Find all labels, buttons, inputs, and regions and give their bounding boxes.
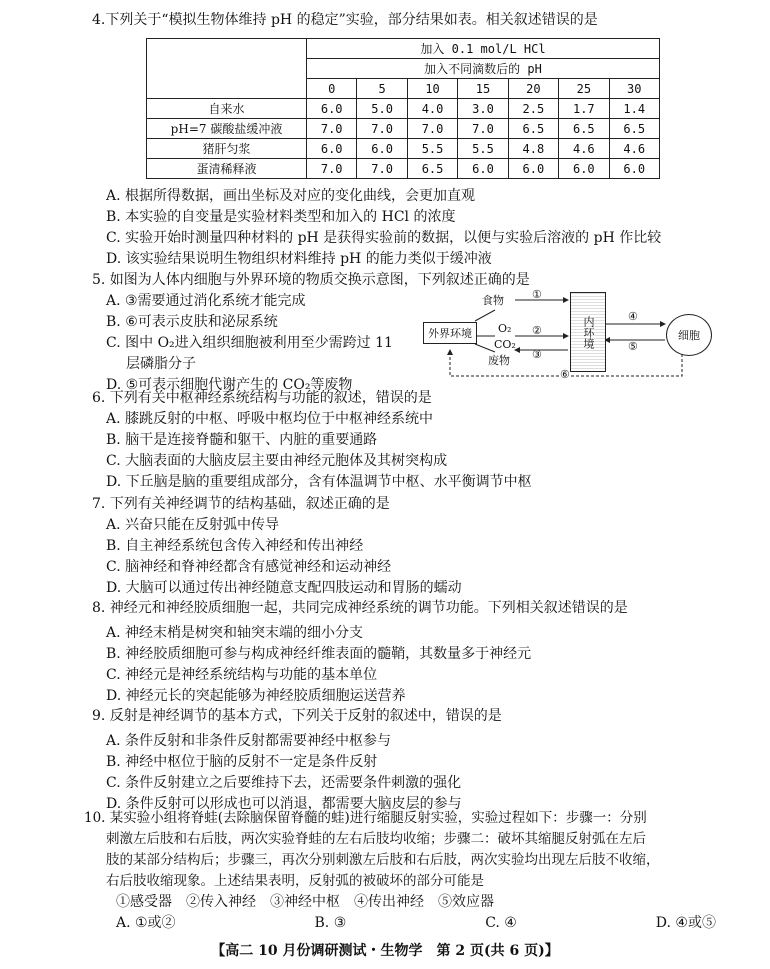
ph-value: 4.8 [508,139,558,159]
option-c-cont: 层磷脂分子 [126,356,196,372]
ph-value: 6.0 [609,159,659,179]
table-row [147,119,660,139]
ph-value: 7.0 [407,119,457,139]
table-row [147,159,660,179]
ph-value: 6.0 [508,159,558,179]
label-num-3: ③ [532,348,542,361]
label-waste: 废物 [488,354,510,367]
option-c: C. 脑神经和脊神经都含有感觉神经和运动神经 [106,559,392,575]
table-row [147,99,660,119]
ph-value: 6.5 [407,159,457,179]
material-name: pH=7 碳酸盐缓冲液 [147,119,307,139]
question-stem: 8. 神经元和神经胶质细胞一起，共同完成神经系统的调节功能。下列相关叙述错误的是 [92,600,628,616]
ph-value: 1.4 [609,99,659,119]
option-b: B. ③ [314,915,347,931]
option-b: B. 脑干是连接脊髓和躯干、内脏的重要通路 [106,432,378,448]
answer-choices [84,913,716,934]
ph-value: 5.5 [407,139,457,159]
question-stem: 9. 反射是神经调节的基本方式，下列关于反射的叙述中，错误的是 [92,708,502,724]
label-o2: O₂ [498,322,512,335]
material-name: 自来水 [147,99,307,119]
drop-count: 20 [508,79,558,99]
question-8 [92,598,732,707]
cell-circle: 细胞 [666,314,712,356]
option-a: A. ①或② [116,915,176,931]
material-name: 猪肝匀浆 [147,139,307,159]
ph-value: 6.0 [307,139,357,159]
option-a: A. 神经末梢是树突和轴突末端的细小分支 [106,625,364,641]
option-c: C. 大脑表面的大脑皮层主要由神经元胞体及其树突构成 [106,453,448,469]
material-name: 蛋清稀释液 [147,159,307,179]
table-header-hcl: 加入 0.1 mol/L HCl [307,39,660,59]
ph-value: 2.5 [508,99,558,119]
option-d: D. 大脑可以通过传出神经随意支配四肢运动和胃肠的蠕动 [106,580,462,596]
ph-value: 4.6 [609,139,659,159]
ph-value: 4.6 [559,139,609,159]
ph-value: 6.0 [357,139,407,159]
table-row [147,139,660,159]
question-stem-line: 右后肢收缩现象。上述结果表明，反射弧的被破坏的部分可能是 [106,873,484,889]
label-co2: CO₂ [494,338,516,351]
option-b: B. 神经胶质细胞可参与构成神经纤维表面的髓鞘，其数量多于神经元 [106,646,532,662]
option-d: D. 条件反射可以形成也可以消退，都需要大脑皮层的参与 [106,796,462,812]
question-stem-line: 10. 某实验小组将脊蛙(去除脑保留脊髓的蛙)进行缩腿反射实验，实验过程如下：步骤一：分别 [84,810,647,826]
question-6 [92,388,732,493]
ph-value: 6.0 [307,99,357,119]
ph-value: 6.5 [609,119,659,139]
ph-value: 7.0 [458,119,508,139]
option-c: C. 条件反射建立之后要维持下去，还需要条件刺激的强化 [106,775,462,791]
option-d: D. ⑤可表示细胞代谢产生的 CO₂等废物 [106,377,353,393]
outer-environment-box: 外界环境 [423,322,477,344]
label-num-1: ① [532,288,542,301]
option-a: A. 根据所得数据，画出坐标及对应的变化曲线，会更加直观 [106,188,476,204]
ph-value: 7.0 [307,119,357,139]
ph-table [146,38,660,179]
ph-value: 7.0 [307,159,357,179]
ph-value: 7.0 [357,159,407,179]
page-footer: 【高二 10 月份调研测试・生物学 第 2 页(共 6 页)】 [211,943,559,959]
option-b: B. 自主神经系统包含传入神经和传出神经 [106,538,364,554]
option-c: C. 神经元是神经系统结构与功能的基本单位 [106,667,378,683]
ph-value: 6.0 [458,159,508,179]
table-header-drops: 加入不同滴数后的 pH [307,59,660,79]
option-b: B. 本实验的自变量是实验材料类型和加入的 HCl 的浓度 [106,209,456,225]
inner-environment-box: 内环境 [570,292,606,372]
option-c: C. ④ [485,915,517,931]
drop-count: 15 [458,79,508,99]
option-d: D. 下丘脑是脑的重要组成部分，含有体温调节中枢、水平衡调节中枢 [106,474,532,490]
label-num-4: ④ [628,310,638,323]
option-a: A. 膝跳反射的中枢、呼吸中枢均位于中枢神经系统中 [106,411,434,427]
ph-value: 6.0 [559,159,609,179]
question-stem: 4.下列关于“模拟生物体维持 pH 的稳定”实验，部分结果如表。相关叙述错误的是 [92,12,598,28]
option-a: A. 条件反射和非条件反射都需要神经中枢参与 [106,733,392,749]
ph-value: 1.7 [559,99,609,119]
question-stem: 6. 下列有关中枢神经系统结构与功能的叙述，错误的是 [92,390,432,406]
option-b: B. ⑥可表示皮肤和泌尿系统 [106,314,278,330]
table-corner [147,39,307,99]
drop-count: 10 [407,79,457,99]
option-d: D. 神经元长的突起能够为神经胶质细胞运送营养 [106,688,406,704]
drop-count: 0 [307,79,357,99]
exchange-diagram [420,288,720,384]
question-7 [92,494,732,599]
question-4 [92,10,732,31]
option-c: C. 图中 O₂进入组织细胞被利用至少需跨过 11 [106,335,393,351]
ph-value: 7.0 [357,119,407,139]
question-stem-line: 刺激左后肢和右后肢，两次实验脊蛙的左右后肢均收缩；步骤二：破坏其缩腿反射弧在左后 [106,831,646,847]
question-10 [84,808,744,934]
ph-value: 6.5 [508,119,558,139]
question-stem: 5. 如图为人体内细胞与外界环境的物质交换示意图，下列叙述正确的是 [92,272,530,288]
option-c: C. 实验开始时测量四种材料的 pH 是获得实验前的数据，以便与实验后溶液的 pH 作比较 [106,230,662,246]
drop-count: 5 [357,79,407,99]
label-num-5: ⑤ [628,340,638,353]
ph-value: 4.0 [407,99,457,119]
option-d: D. 该实验结果说明生物组织材料维持 pH 的能力类似于缓冲液 [106,251,492,267]
option-b: B. 神经中枢位于脑的反射不一定是条件反射 [106,754,378,770]
question-9 [92,706,732,815]
ph-value: 6.5 [559,119,609,139]
label-num-2: ② [532,324,542,337]
option-a: A. ③需要通过消化系统才能完成 [106,293,306,309]
question-4-options [92,186,732,270]
option-a: A. 兴奋只能在反射弧中传导 [106,517,280,533]
ph-value: 5.0 [357,99,407,119]
label-num-6: ⑥ [560,368,570,381]
question-stem: 7. 下列有关神经调节的结构基础，叙述正确的是 [92,496,390,512]
ph-value: 3.0 [458,99,508,119]
structure-list: ①感受器 ②传入神经 ③神经中枢 ④传出神经 ⑤效应器 [116,894,494,910]
option-d: D. ④或⑤ [655,915,716,931]
question-stem-line: 肢的某部分结构后；步骤三，再次分别刺激左后肢和右后肢，两次实验均出现左后肢不收缩， [106,852,660,868]
drop-count: 25 [559,79,609,99]
ph-value: 5.5 [458,139,508,159]
drop-count: 30 [609,79,659,99]
label-food: 食物 [482,294,504,307]
